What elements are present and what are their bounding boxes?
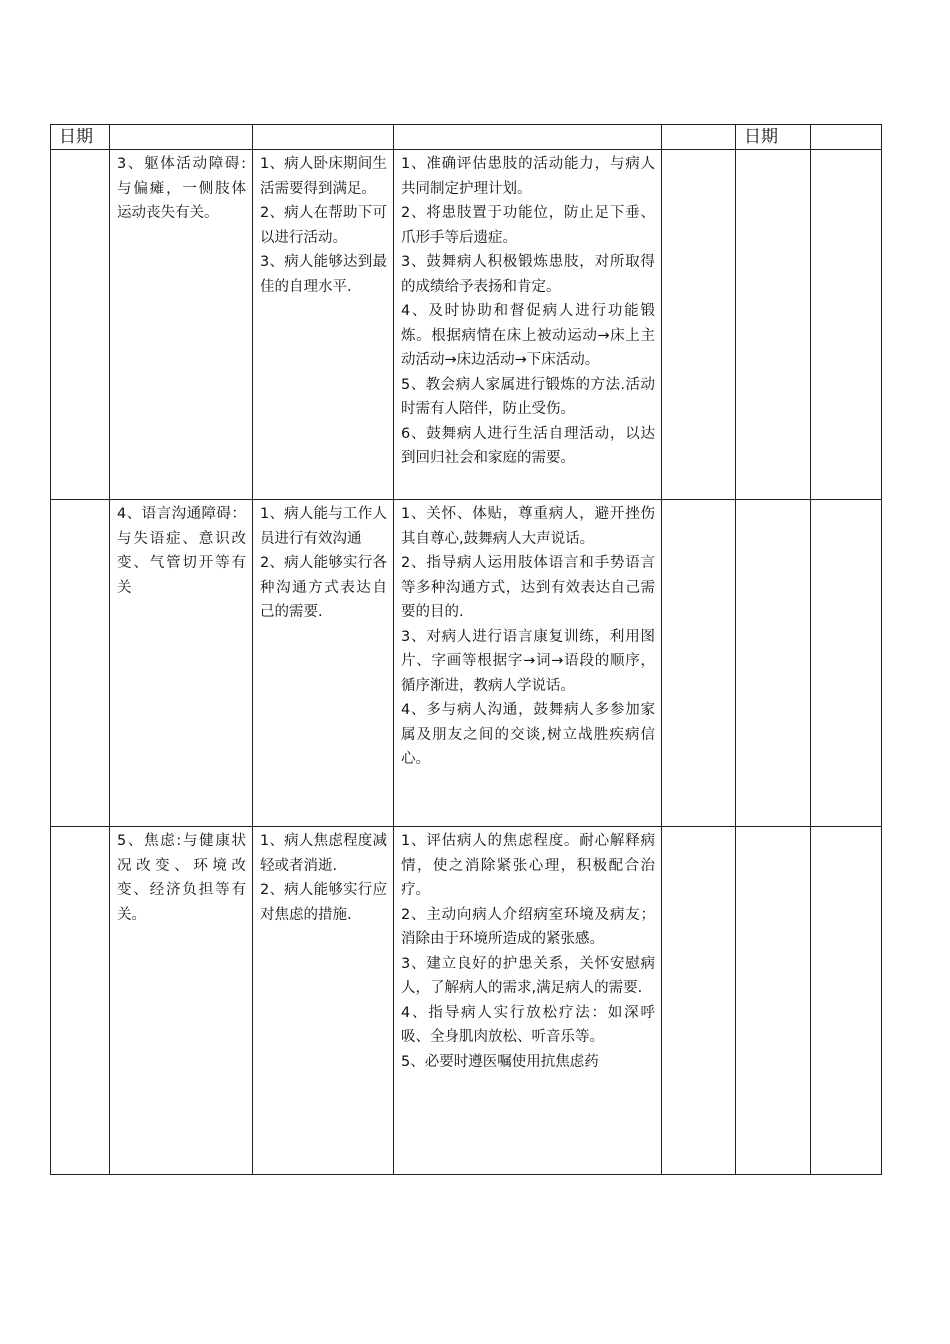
measure-item: 4、及时协助和督促病人进行功能锻炼。根据病情在床上被动运动→床上主动活动→床边活动→下床活动。 — [401, 303, 655, 368]
measure-item: 1、评估病人的焦虑程度。耐心解释病情，使之消除紧张心理，积极配合治疗。 — [401, 833, 655, 898]
measure-item: 5、教会病人家属进行锻炼的方法.活动时需有人陪伴，防止受伤。 — [401, 376, 655, 417]
goal-item: 2、病人能够实行各种沟通方式表达自己的需要. — [260, 555, 387, 620]
goals-cell — [253, 150, 394, 500]
table-row — [51, 827, 882, 1175]
evaluation-date-cell — [736, 150, 811, 500]
diagnosis-cell: 3、躯体活动障碍:与偏瘫，一侧肢体运动丧失有关。 — [110, 150, 253, 500]
goal-item: 1、病人能与工作人员进行有效沟通 — [260, 506, 387, 547]
measure-item: 2、将患肢置于功能位，防止足下垂、爪形手等后遗症。 — [401, 205, 655, 246]
blank-cell — [662, 500, 736, 827]
measure-item: 4、指导病人实行放松疗法：如深呼吸、全身肌肉放松、听音乐等。 — [401, 1004, 655, 1045]
measures-cell — [394, 500, 662, 827]
measure-item: 5、必要时遵医嘱使用抗焦虑药 — [401, 1053, 599, 1070]
measure-item: 2、指导病人运用肢体语言和手势语言等多种沟通方式，达到有效表达自己需要的目的. — [401, 555, 655, 620]
measure-item: 1、准确评估患肢的活动能力，与病人共同制定护理计划。 — [401, 156, 655, 197]
diagnosis-cell: 4、语言沟通障碍：与失语症、意识改变、气管切开等有关 — [110, 500, 253, 827]
goal-item: 2、病人能够实行应对焦虑的措施. — [260, 882, 387, 923]
header-cell-blank — [662, 125, 736, 150]
date-cell — [51, 150, 110, 500]
blank-cell — [662, 827, 736, 1175]
goals-cell — [253, 500, 394, 827]
signature-cell — [811, 500, 882, 827]
measure-item: 3、建立良好的护患关系，关怀安慰病人，了解病人的需求,满足病人的需要. — [401, 955, 655, 996]
measures-cell — [394, 150, 662, 500]
diagnosis-cell: 5、焦虑:与健康状况改变、环境改变、经济负担等有关。 — [110, 827, 253, 1175]
goal-item: 1、病人焦虑程度减轻或者消逝. — [260, 833, 387, 874]
signature-cell — [811, 150, 882, 500]
measure-item: 1、关怀、体贴，尊重病人，避开挫伤其自尊心,鼓舞病人大声说话。 — [401, 506, 655, 547]
header-cell-goals — [253, 125, 394, 150]
signature-cell — [811, 827, 882, 1175]
measures-cell — [394, 827, 662, 1175]
date-cell — [51, 500, 110, 827]
evaluation-date-cell — [736, 827, 811, 1175]
table-row — [51, 500, 882, 827]
goals-cell — [253, 827, 394, 1175]
measure-item: 3、鼓舞病人积极锻炼患肢，对所取得的成绩给予表扬和肯定。 — [401, 254, 655, 295]
goal-item: 3、病人能够达到最佳的自理水平. — [260, 254, 387, 295]
header-cell-measures — [394, 125, 662, 150]
nursing-care-plan-table — [50, 124, 882, 1175]
evaluation-date-cell — [736, 500, 811, 827]
goal-item: 2、病人在帮助下可以进行活动。 — [260, 205, 387, 246]
goal-item: 1、病人卧床期间生活需要得到满足。 — [260, 156, 387, 197]
date-header-left: 日期 — [51, 125, 110, 150]
measure-item: 6、鼓舞病人进行生活自理活动，以达到回归社会和家庭的需要。 — [401, 425, 655, 466]
measure-item: 3、对病人进行语言康复训练，利用图片、字画等根据字→词→语段的顺序，循序渐进，教病人学说话。 — [401, 628, 655, 694]
header-cell-diagnosis — [110, 125, 253, 150]
measure-item: 4、多与病人沟通，鼓舞病人多参加家属及朋友之间的交谈,树立战胜疾病信心。 — [401, 702, 655, 767]
date-header-right: 日期 — [736, 125, 811, 150]
measure-item: 2、主动向病人介绍病室环境及病友；消除由于环境所造成的紧张感。 — [401, 906, 655, 947]
table-row — [51, 150, 882, 500]
blank-cell — [662, 150, 736, 500]
table-header-row — [51, 125, 882, 150]
header-cell-signature — [811, 125, 882, 150]
date-cell — [51, 827, 110, 1175]
